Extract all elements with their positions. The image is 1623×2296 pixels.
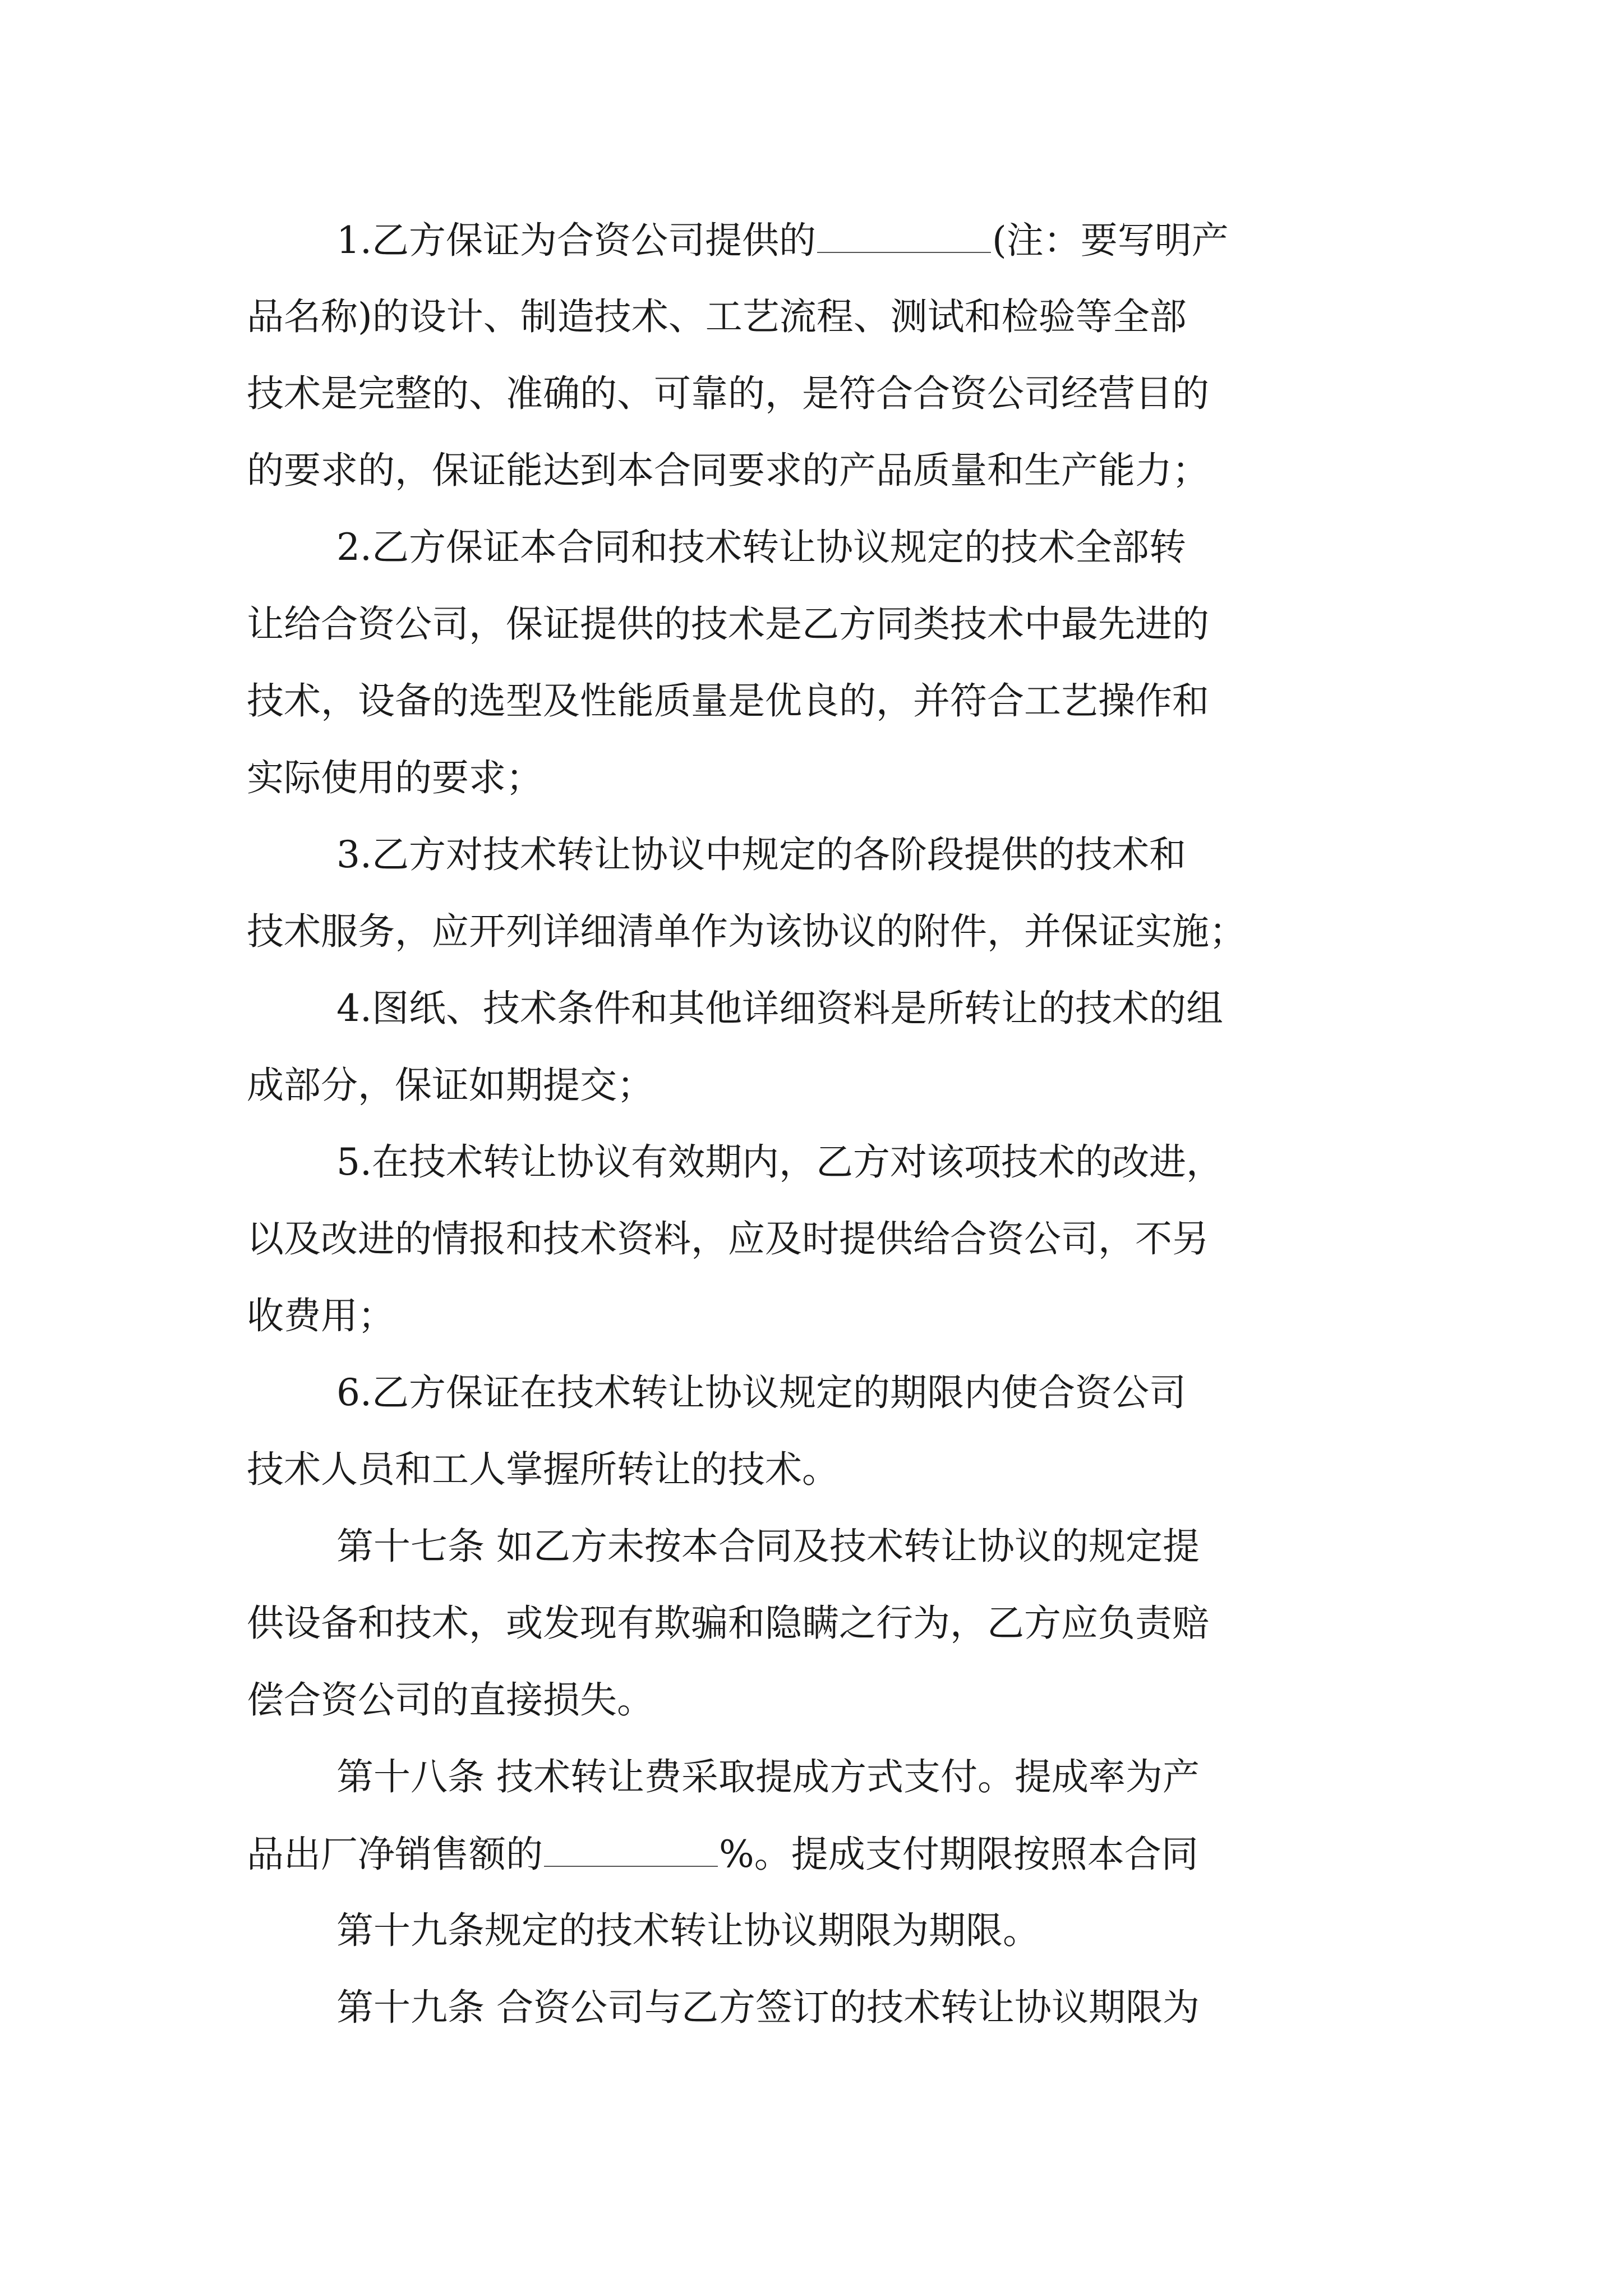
clause-3-line-2: 技术服务，应开列详细清单作为该协议的附件，并保证实施；	[247, 910, 1246, 953]
clause-5-line-3: 收费用；	[247, 1294, 395, 1337]
clause-2-line-3: 技术，设备的选型及性能质量是优良的，并符合工艺操作和	[247, 679, 1209, 723]
article-19-line-1: 第十九条 合资公司与乙方签订的技术转让协议期限为	[336, 1986, 1200, 2029]
clause-3-line-1: 3.乙方对技术转让协议中规定的各阶段提供的技术和	[336, 833, 1186, 876]
clause-4-line-2: 成部分，保证如期提交；	[247, 1064, 654, 1107]
product-name-blank	[817, 215, 991, 253]
clause-2-line-1: 2.乙方保证本合同和技术转让协议规定的技术全部转	[336, 526, 1186, 569]
article-18-prefix: 品出厂净销售额的	[247, 1833, 543, 1876]
clause-6-line-1: 6.乙方保证在技术转让协议规定的期限内使合资公司	[336, 1371, 1186, 1414]
clause-1-line-3: 技术是完整的、准确的、可靠的，是符合合资公司经营目的	[247, 372, 1209, 415]
article-18-line-2	[247, 1829, 1198, 1880]
clause-5-line-2: 以及改进的情报和技术资料，应及时提供给合资公司，不另	[247, 1217, 1209, 1260]
clause-2-line-4: 实际使用的要求；	[247, 756, 543, 799]
clause-1-prefix: 1.乙方保证为合资公司提供的	[336, 219, 816, 262]
clause-1-line-4: 的要求的，保证能达到本合同要求的产品质量和生产能力；	[247, 449, 1209, 492]
clause-2-line-2: 让给合资公司，保证提供的技术是乙方同类技术中最先进的	[247, 602, 1209, 646]
article-18-suffix: %。提成支付期限按照本合同	[719, 1833, 1198, 1876]
clause-1-line-1	[336, 215, 1229, 266]
article-18-line-3: 第十九条规定的技术转让协议期限为期限。	[336, 1909, 1040, 1952]
clause-4-line-1: 4.图纸、技术条件和其他详细资料是所转让的技术的组	[336, 987, 1223, 1030]
royalty-rate-blank	[544, 1829, 718, 1867]
clause-5-line-1: 5.在技术转让协议有效期内，乙方对该项技术的改进，	[336, 1140, 1223, 1184]
article-17-line-3: 偿合资公司的直接损失。	[247, 1678, 654, 1722]
clause-1-line-2: 品名称)的设计、制造技术、工艺流程、测试和检验等全部	[247, 295, 1187, 338]
article-17-line-1: 第十七条 如乙方未按本合同及技术转让协议的规定提	[336, 1525, 1200, 1568]
article-18-line-1: 第十八条 技术转让费采取提成方式支付。提成率为产	[336, 1755, 1200, 1798]
clause-6-line-2: 技术人员和工人掌握所转让的技术。	[247, 1448, 839, 1491]
clause-1-suffix: (注：要写明产	[992, 219, 1229, 262]
article-17-line-2: 供设备和技术，或发现有欺骗和隐瞒之行为，乙方应负责赔	[247, 1602, 1209, 1645]
